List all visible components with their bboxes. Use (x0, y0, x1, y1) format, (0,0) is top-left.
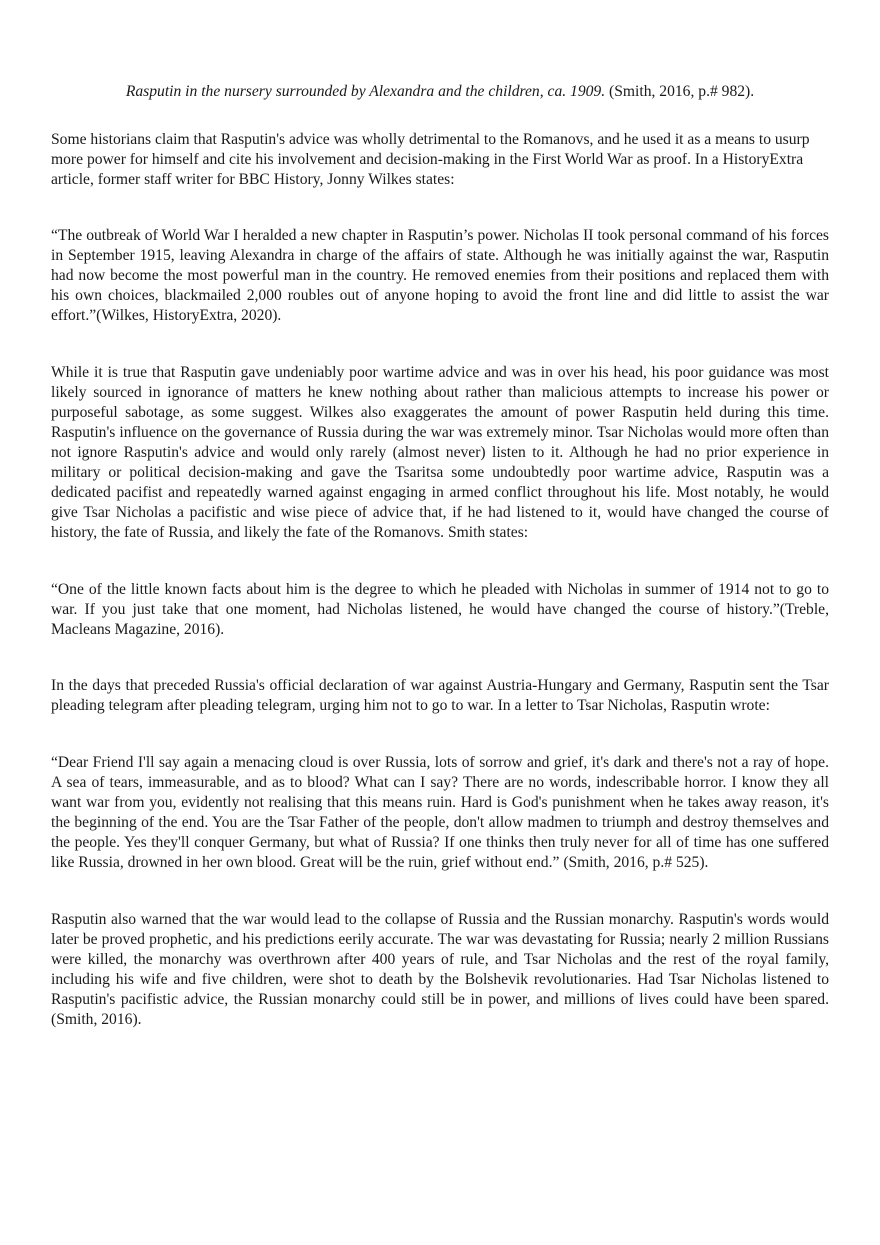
caption-citation: (Smith, 2016, p.# 982). (605, 83, 755, 100)
analysis-paragraph: While it is true that Rasputin gave undeniably poor wartime advice and was in over his head, his poor guidance was most likely sourced in ignorance of matters he knew nothing about rather than malicious attempts to increase his power or purposeful sabotage, as some suggest. Wilkes also exaggerates the amount of power Rasputin held during this time. Rasputin's influence on the governance of Russia during the war was extremely minor. Tsar Nicholas would more often than not ignore Rasputin's advice and would only rarely (almost never) listen to it. Although he had no prior experience in military or political decision-making and gave the Tsaritsa some undoubtedly poor wartime advice, Rasputin was a dedicated pacifist and repeatedly warned against engaging in armed conflict throughout his life. Most notably, he would give Tsar Nicholas a pacifistic and wise piece of advice that, if he had listened to it, would have changed the course of history, the fate of Russia, and likely the fate of the Romanovs. Smith states: (51, 364, 829, 541)
document-page (51, 82, 829, 1030)
image-caption (51, 82, 829, 102)
smith-quote: “One of the little known facts about him is the degree to which he pleaded with Nicholas in summer of 1914 not to go to war. If you just take that one moment, had Nicholas listened, he would have changed the course of history.”(Treble, Macleans Magazine, 2016). (51, 581, 829, 638)
rasputin-letter-quote: “Dear Friend I'll say again a menacing cloud is over Russia, lots of sorrow and grief, it's dark and there's not a ray of hope. A sea of tears, immeasurable, and as to blood? What can I say? There are no words, indescribable horror. I know they all want war from you, evidently not realising that this means ruin. Hard is God's punishment when he takes away reason, it's the beginning of the end. You are the Tsar Father of the people, don't allow madmen to triumph and destroy themselves and the people. Yes they'll conquer Germany, but what of Russia? If one thinks then truly never for all of time has one suffered like Russia, drowned in her own blood. Great will be the ruin, grief without end.” (Smith, 2016, p.# 525). (51, 754, 829, 871)
wilkes-quote: “The outbreak of World War I heralded a new chapter in Rasputin’s power. Nicholas II took personal command of his forces in September 1915, leaving Alexandra in charge of the affairs of state. Although he was initially against the war, Rasputin had now become the most powerful man in the country. He removed enemies from their positions and replaced them with his own choices, blackmailed 2,000 roubles out of anyone hoping to avoid the front line and did little to assist the war effort.”(Wilkes, HistoryExtra, 2020). (51, 227, 829, 324)
conclusion-paragraph: Rasputin also warned that the war would lead to the collapse of Russia and the Russian monarchy. Rasputin's words would later be proved prophetic, and his predictions eerily accurate. The war was devastating for Russia; nearly 2 million Russians were killed, the monarchy was overthrown after 400 years of rule, and Tsar Nicholas and the rest of the royal family, including his wife and five children, were shot to death by the Bolshevik revolutionaries. Had Tsar Nicholas listened to Rasputin's pacifistic advice, the Russian monarchy could still be in power, and millions of lives could have been spared. (Smith, 2016). (51, 911, 829, 1028)
telegram-intro-paragraph: In the days that preceded Russia's official declaration of war against Austria-Hungary and Germany, Rasputin sent the Tsar pleading telegram after pleading telegram, urging him not to go to war. In a letter to Tsar Nicholas, Rasputin wrote: (51, 677, 829, 714)
intro-paragraph: Some historians claim that Rasputin's advice was wholly detrimental to the Romanovs, and he used it as a means to usurp more power for himself and cite his involvement and decision-making in the First World War as proof. In a HistoryExtra article, former staff writer for BBC History, Jonny Wilkes states: (51, 131, 810, 188)
caption-italic-text: Rasputin in the nursery surrounded by Alexandra and the children, ca. 1909. (125, 83, 606, 100)
